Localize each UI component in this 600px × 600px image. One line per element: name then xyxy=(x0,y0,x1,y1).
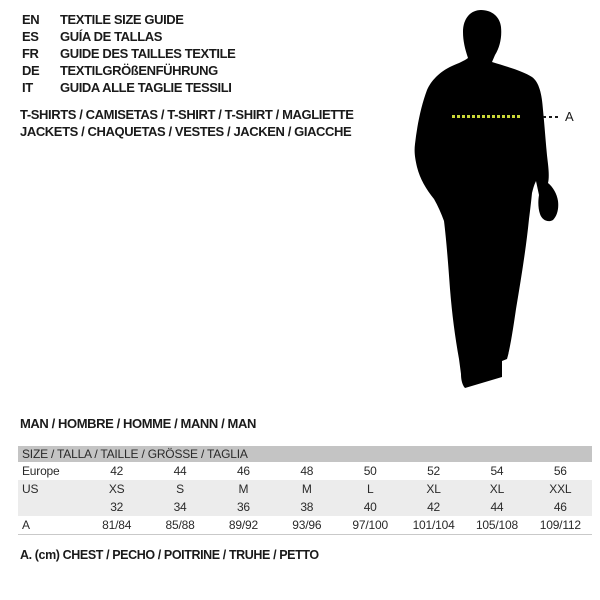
table-cell: 42 xyxy=(110,464,124,478)
language-row xyxy=(22,62,235,79)
section-title-man: MAN / HOMBRE / HOMME / MANN / MAN xyxy=(20,416,256,431)
table-cell: 50 xyxy=(363,464,377,478)
language-title: TEXTILE SIZE GUIDE xyxy=(60,12,184,27)
table-cell: 38 xyxy=(300,500,314,514)
language-code: IT xyxy=(22,80,33,95)
row-label: US xyxy=(22,482,39,496)
table-cell: XS xyxy=(108,482,125,496)
table-row-alt xyxy=(18,498,592,516)
table-cell: 89/92 xyxy=(228,518,258,532)
language-code: ES xyxy=(22,29,39,44)
row-label: Europe xyxy=(22,464,60,478)
table-cell: 56 xyxy=(553,464,567,478)
language-row xyxy=(22,45,235,62)
language-list xyxy=(22,11,235,96)
table-cell: XL xyxy=(426,482,441,496)
footnote-chest-legend: A. (cm) CHEST / PECHO / POITRINE / TRUHE / PETTO xyxy=(20,548,319,562)
language-code: DE xyxy=(22,63,40,78)
language-row xyxy=(22,11,235,28)
row-label xyxy=(18,498,85,516)
table-cell: 52 xyxy=(427,464,441,478)
table-cell: M xyxy=(301,482,312,496)
language-row xyxy=(22,79,235,96)
measure-label-a: A xyxy=(565,109,574,124)
category-jackets: JACKETS / CHAQUETAS / VESTES / JACKEN / GIACCHE xyxy=(20,124,352,139)
table-cell: 101/104 xyxy=(412,518,455,532)
man-silhouette-svg xyxy=(412,8,564,390)
language-title: GUIDE DES TAILLES TEXTILE xyxy=(60,46,236,61)
size-table-header: SIZE / TALLA / TAILLE / GRÖSSE / TAGLIA xyxy=(18,446,592,462)
language-title: GUIDA ALLE TAGLIE TESSILI xyxy=(60,80,232,95)
table-cell: 105/108 xyxy=(475,518,518,532)
language-title: TEXTILGRÖßENFÜHRUNG xyxy=(60,63,218,78)
table-cell: S xyxy=(176,482,184,496)
table-cell: L xyxy=(366,482,374,496)
table-cell: 85/88 xyxy=(165,518,195,532)
table-row-europe xyxy=(18,462,592,480)
language-row xyxy=(22,28,235,45)
table-cell: 44 xyxy=(490,500,504,514)
table-cell: XXL xyxy=(549,482,572,496)
table-cell: 93/96 xyxy=(292,518,322,532)
man-silhouette xyxy=(412,8,564,390)
table-cell: 97/100 xyxy=(352,518,388,532)
table-cell: 42 xyxy=(427,500,441,514)
table-cell: 32 xyxy=(110,500,124,514)
table-cell: 34 xyxy=(173,500,187,514)
category-tshirts: T-SHIRTS / CAMISETAS / T-SHIRT / T-SHIRT / MAGLIETTE xyxy=(20,107,354,122)
table-cell: 40 xyxy=(363,500,377,514)
table-cell: 54 xyxy=(490,464,504,478)
table-cell: 48 xyxy=(300,464,314,478)
language-code: EN xyxy=(22,12,40,27)
language-code: FR xyxy=(22,46,39,61)
table-row-us xyxy=(18,480,592,498)
table-cell: 44 xyxy=(173,464,187,478)
measure-leader-line xyxy=(543,116,561,118)
table-cell: 46 xyxy=(236,464,250,478)
table-cell: 81/84 xyxy=(102,518,132,532)
table-cell: 36 xyxy=(236,500,250,514)
row-label: A xyxy=(22,518,30,532)
chest-measure-line xyxy=(452,115,522,118)
table-cell: 109/112 xyxy=(539,518,581,532)
table-row-a-chest xyxy=(18,516,592,534)
category-list xyxy=(20,106,354,140)
size-table xyxy=(18,446,592,535)
table-cell: XL xyxy=(489,482,505,496)
table-cell: 46 xyxy=(553,500,567,514)
language-title: GUÍA DE TALLAS xyxy=(60,29,163,44)
table-cell: M xyxy=(238,482,249,496)
